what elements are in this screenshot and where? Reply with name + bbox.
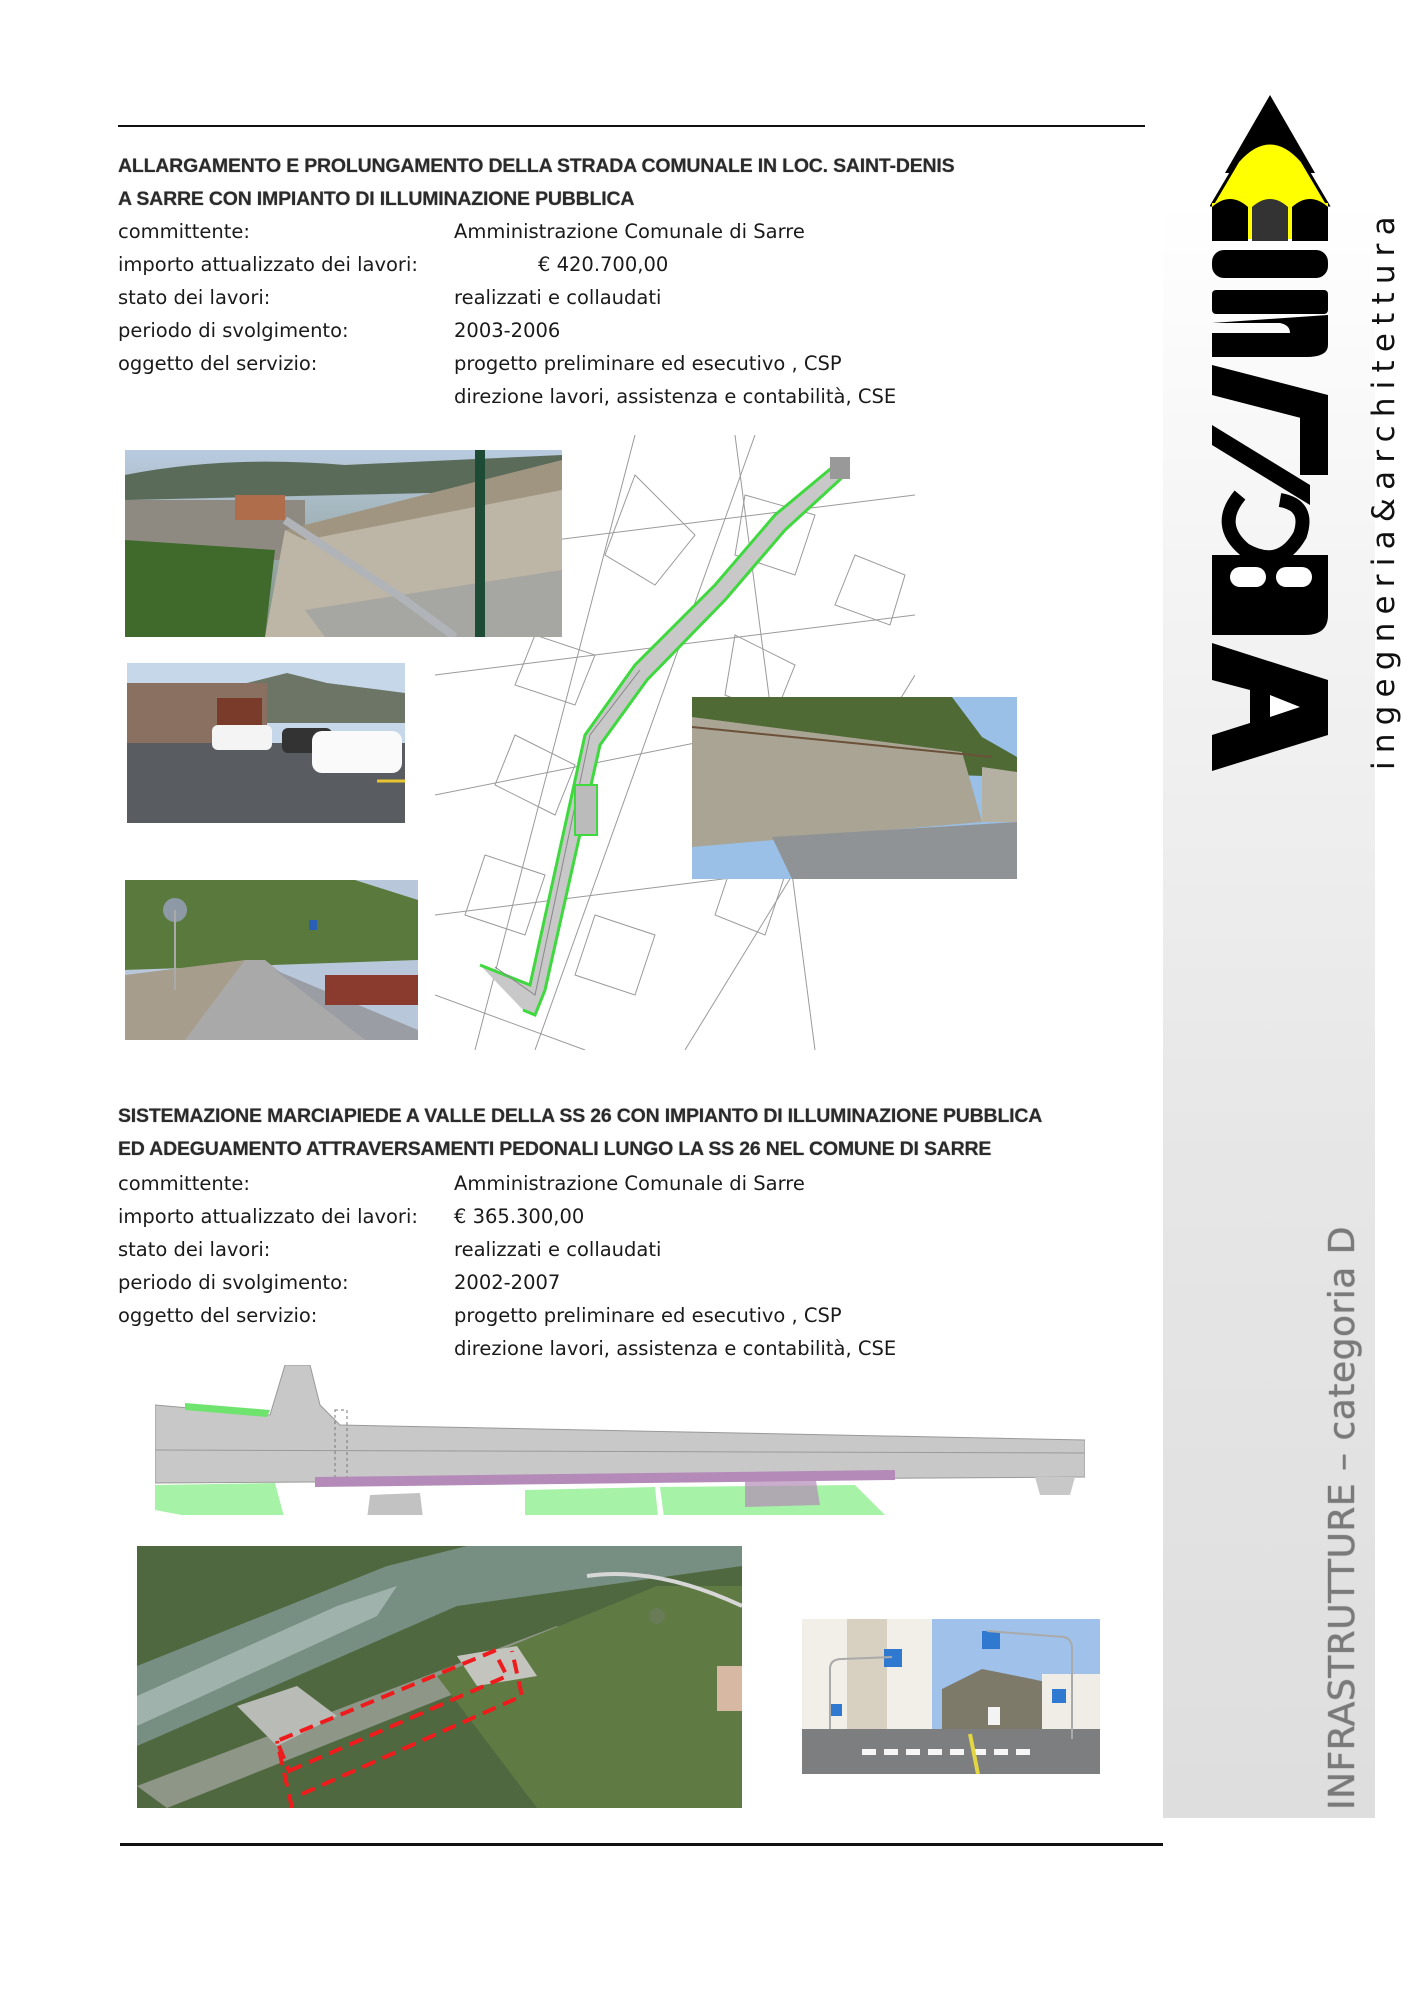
logo-tagline: ingegneria&architettura (1366, 208, 1402, 770)
detail-label: periodo di svolgimento: (118, 1271, 349, 1294)
detail-value: € 365.300,00 (454, 1205, 585, 1228)
retaining-wall-road-photo (125, 450, 562, 637)
detail-label: importo attualizzato dei lavori: (118, 1205, 418, 1228)
detail-label: oggetto del servizio: (118, 1304, 318, 1327)
company-logo (1210, 95, 1370, 775)
detail-value: € 420.700,00 (538, 253, 669, 276)
pedestrian-crossing-photo (802, 1619, 1100, 1774)
detail-value: 2003-2006 (454, 319, 561, 342)
detail-label: oggetto del servizio: (118, 352, 318, 375)
detail-value: Amministrazione Comunale di Sarre (454, 220, 805, 243)
detail-value: direzione lavori, assistenza e contabilità, CSE (454, 1337, 897, 1360)
project-2-title-line: SISTEMAZIONE MARCIAPIEDE A VALLE DELLA SS 26 CON IMPIANTO DI ILLUMINAZIONE PUBBLICA (118, 1105, 1043, 1127)
category-label: INFRASTRUTTURE – categoria D (1322, 1225, 1363, 1810)
detail-value: 2002-2007 (454, 1271, 561, 1294)
bottom-divider (120, 1843, 1163, 1846)
detail-value: progetto preliminare ed esecutivo , CSP (454, 352, 842, 375)
detail-label: committente: (118, 220, 250, 243)
project-2-title-line: ED ADEGUAMENTO ATTRAVERSAMENTI PEDONALI LUNGO LA SS 26 NEL COMUNE DI SARRE (118, 1138, 992, 1160)
top-divider (118, 125, 1145, 127)
sidewalk-plan-drawing (155, 1365, 1085, 1515)
project-1-title-line: A SARRE CON IMPIANTO DI ILLUMINAZIONE PUBBLICA (118, 188, 635, 210)
road-descent-photo (125, 880, 418, 1040)
project-1-title-line: ALLARGAMENTO E PROLUNGAMENTO DELLA STRADA COMUNALE IN LOC. SAINT-DENIS (118, 155, 955, 177)
detail-value: progetto preliminare ed esecutivo , CSP (454, 1304, 842, 1327)
project-2-title (118, 1100, 1042, 1166)
project-1-title (118, 150, 954, 216)
stone-wall-photo (692, 697, 1017, 879)
detail-value: realizzati e collaudati (454, 1238, 662, 1261)
detail-value: realizzati e collaudati (454, 286, 662, 309)
detail-label: stato dei lavori: (118, 286, 271, 309)
detail-label: committente: (118, 1172, 250, 1195)
detail-value: Amministrazione Comunale di Sarre (454, 1172, 805, 1195)
detail-label: periodo di svolgimento: (118, 319, 349, 342)
parking-area-photo (127, 663, 405, 823)
detail-label: stato dei lavori: (118, 1238, 271, 1261)
aerial-view-photo (137, 1546, 742, 1808)
detail-value: direzione lavori, assistenza e contabilità, CSE (454, 385, 897, 408)
detail-label: importo attualizzato dei lavori: (118, 253, 418, 276)
